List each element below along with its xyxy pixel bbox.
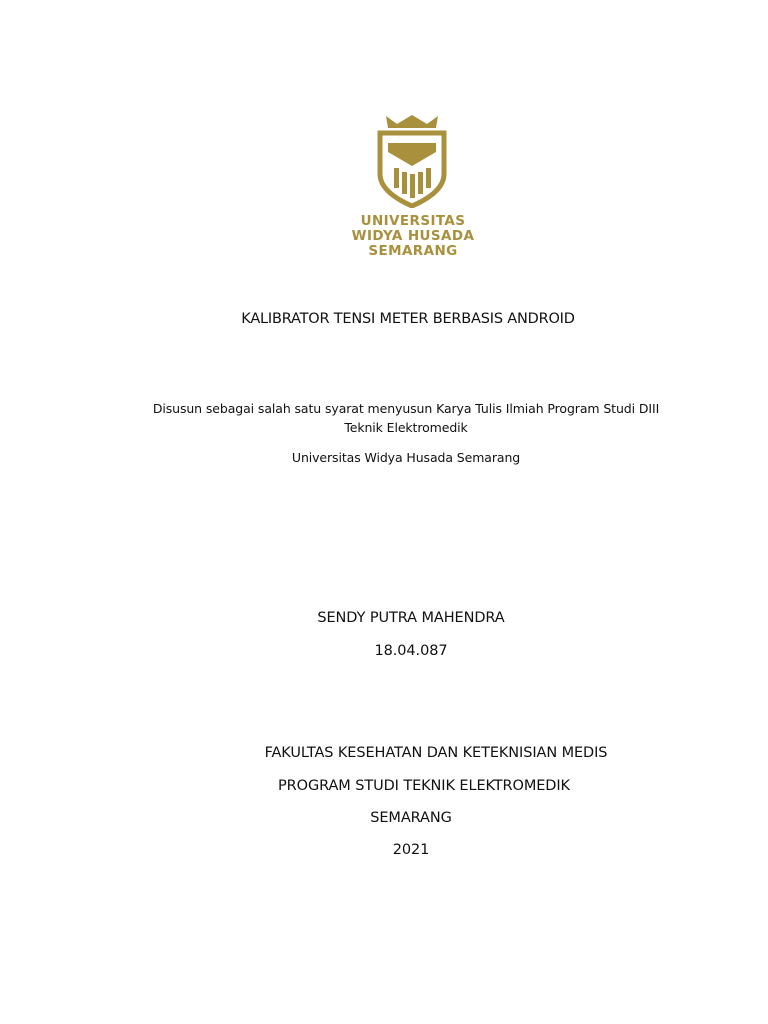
- author-name: SENDY PUTRA MAHENDRA: [317, 610, 505, 626]
- purpose-statement-line-2: Teknik Elektromedik: [344, 420, 468, 435]
- logo-text-line-3: SEMARANG: [368, 243, 458, 259]
- document-title: KALIBRATOR TENSI METER BERBASIS ANDROID: [241, 311, 575, 327]
- logo-text-line-2: WIDYA HUSADA: [351, 228, 475, 244]
- logo-text-line-1: UNIVERSITAS: [360, 213, 466, 229]
- purpose-statement-line-1: Disusun sebagai salah satu syarat menyusun Karya Tulis Ilmiah Program Studi DIII: [152, 401, 660, 416]
- city: SEMARANG: [370, 810, 452, 826]
- university-crest-icon: [375, 112, 449, 208]
- faculty-name: FAKULTAS KESEHATAN DAN KETEKNISIAN MEDIS: [264, 745, 608, 761]
- student-id: 18.04.087: [374, 643, 448, 659]
- university-name: Universitas Widya Husada Semarang: [291, 450, 521, 465]
- university-logo: [338, 112, 488, 260]
- study-program: PROGRAM STUDI TEKNIK ELEKTROMEDIK: [278, 778, 570, 794]
- year: 2021: [392, 842, 430, 858]
